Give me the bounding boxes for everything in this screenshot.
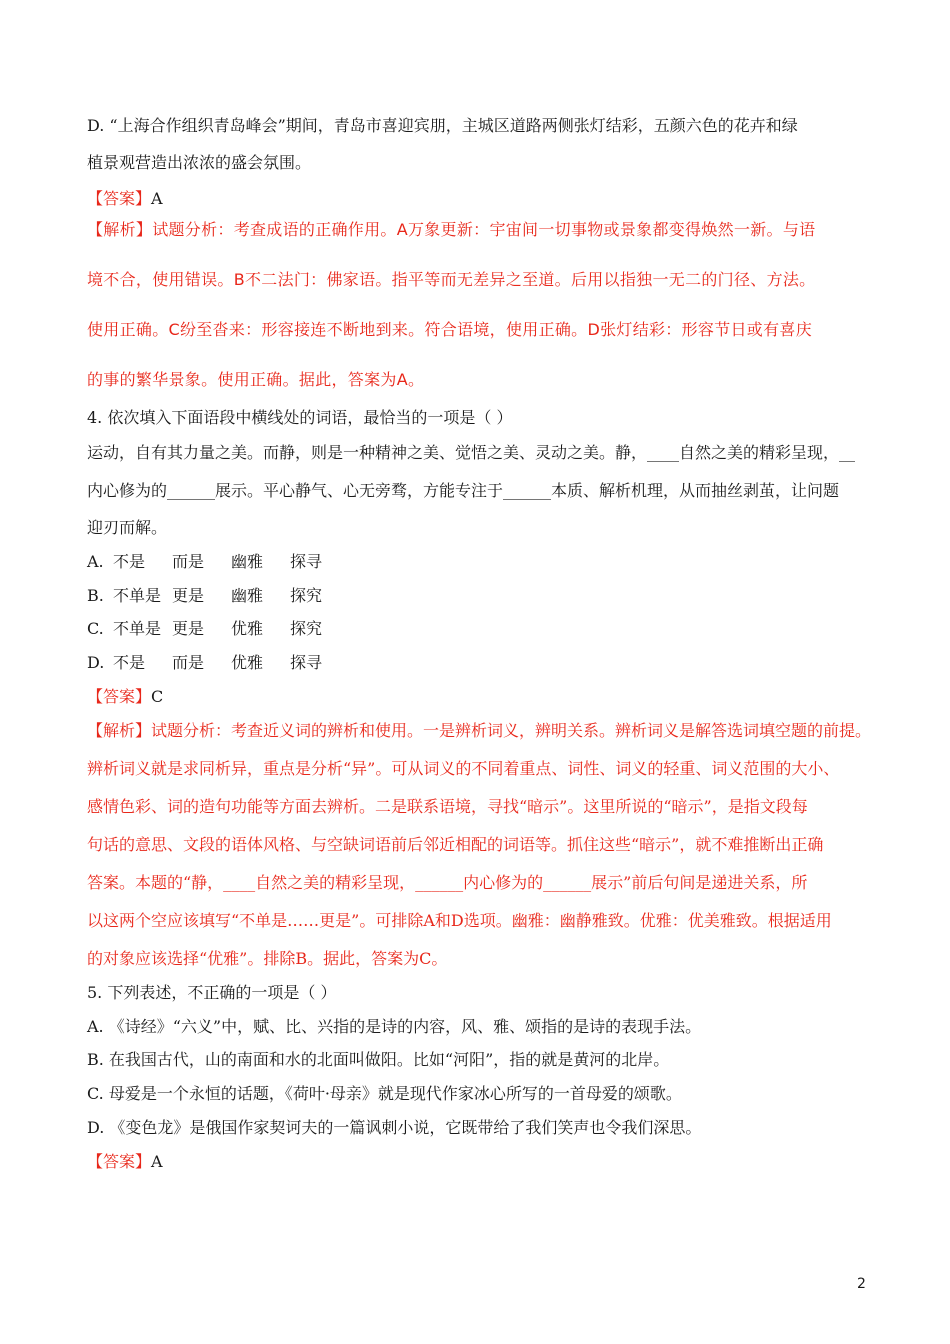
answer-value: A (151, 1152, 163, 1171)
q4-answer (87, 687, 163, 707)
q4-analysis-line: 以这两个空应该填写“不单是……更是”。可排除A和D选项。幽雅：幽静雅致。优雅：优美雅致。根据适用 (87, 911, 832, 930)
q4-analysis-line: 句话的意思、文段的语体风格、与空缺词语前后邻近相配的词语等。抓住这些“暗示”，就不难推断出正确 (87, 835, 824, 854)
q4-analysis-line: 答案。本题的“静，____自然之美的精彩呈现，______内心修为的______展示”前后句间是递进关系，所 (87, 873, 808, 892)
answer-value: A (151, 189, 163, 208)
q3-analysis-line: 的事的繁华景象。使用正确。据此，答案为A。 (87, 370, 425, 389)
option-key: D. (87, 653, 105, 672)
q5-option-b: B. 在我国古代，山的南面和水的北面叫做阳。比如“河阳”，指的就是黄河的北岸。 (87, 1050, 670, 1069)
q4-option-c (87, 619, 322, 639)
option-word: 而是 (172, 552, 205, 571)
option-word: 探究 (290, 586, 323, 605)
q4-option-d (87, 653, 322, 673)
option-word: 探寻 (290, 653, 323, 672)
option-word: 更是 (172, 619, 205, 638)
q4-analysis-line: 感情色彩、词的造句功能等方面去辨析。二是联系语境，寻找“暗示”。这里所说的“暗示”，是指文段每 (87, 797, 808, 816)
option-word: 不是 (113, 552, 146, 571)
q5-option-a: A. 《诗经》“六义”中，赋、比、兴指的是诗的内容，风、雅、颂指的是诗的表现手法。 (87, 1017, 702, 1036)
answer-label: 【答案】 (87, 189, 152, 208)
q3-option-d-line2: 植景观营造出浓浓的盛会氛围。 (87, 153, 312, 172)
q4-stem: 4. 依次填入下面语段中横线处的词语，最恰当的一项是（ ） (87, 408, 513, 427)
option-word: 不是 (113, 653, 146, 672)
option-word: 探究 (290, 619, 323, 638)
q4-analysis-line: 的对象应该选择“优雅”。排除B。据此，答案为C。 (87, 949, 448, 968)
option-word: 而是 (172, 653, 205, 672)
option-word: 探寻 (290, 552, 323, 571)
answer-label: 【答案】 (87, 687, 152, 706)
q4-passage-line: 内心修为的______展示。平心静气、心无旁骛，方能专注于______本质、解析机理，从而抽丝剥茧，让问题 (87, 481, 840, 500)
option-word: 不单是 (113, 586, 162, 605)
answer-value: C (151, 687, 164, 706)
option-key: B. (87, 586, 104, 605)
q5-option-c: C. 母爱是一个永恒的话题，《荷叶·母亲》就是现代作家冰心所写的一首母爱的颂歌。 (87, 1084, 682, 1103)
option-word: 更是 (172, 586, 205, 605)
answer-label: 【答案】 (87, 1152, 152, 1171)
q3-analysis-line: 【解析】试题分析：考查成语的正确作用。A万象更新：宇宙间一切事物或景象都变得焕然一新。与语 (87, 220, 816, 239)
option-word: 优雅 (231, 619, 264, 638)
q4-passage-line: 迎刃而解。 (87, 518, 168, 537)
page-number: 2 (857, 1276, 866, 1292)
option-key: A. (87, 552, 104, 571)
q3-answer (87, 189, 163, 209)
q4-option-b (87, 586, 322, 606)
q5-option-d: D. 《变色龙》是俄国作家契诃夫的一篇讽刺小说，它既带给了我们笑声也令我们深思。 (87, 1118, 702, 1137)
q3-option-d-line1: D. “上海合作组织青岛峰会”期间，青岛市喜迎宾朋，主城区道路两侧张灯结彩，五颜六色的花卉和绿 (87, 116, 798, 135)
option-word: 幽雅 (231, 586, 264, 605)
q4-option-a (87, 552, 322, 572)
q5-stem: 5. 下列表述，不正确的一项是（ ） (87, 983, 337, 1002)
q4-passage-line: 运动，自有其力量之美。而静，则是一种精神之美、觉悟之美、灵动之美。静，____自然之美的精彩呈现，__ (87, 443, 856, 462)
q3-analysis-line: 境不合，使用错误。B不二法门：佛家语。指平等而无差异之至道。后用以指独一无二的门径、方法。 (87, 270, 816, 289)
option-word: 不单是 (113, 619, 162, 638)
q4-analysis-line: 辨析词义就是求同析异，重点是分析“异”。可从词义的不同着重点、词性、词义的轻重、词义范围的大小、 (87, 759, 840, 778)
q5-answer (87, 1152, 163, 1172)
q4-analysis-line: 【解析】试题分析：考查近义词的辨析和使用。一是辨析词义，辨明关系。辨析词义是解答选词填空题的前提。 (87, 721, 872, 740)
q3-analysis-line: 使用正确。C纷至沓来：形容接连不断地到来。符合语境，使用正确。D张灯结彩：形容节日或有喜庆 (87, 320, 812, 339)
option-word: 优雅 (231, 653, 264, 672)
option-word: 幽雅 (231, 552, 264, 571)
option-key: C. (87, 619, 104, 638)
